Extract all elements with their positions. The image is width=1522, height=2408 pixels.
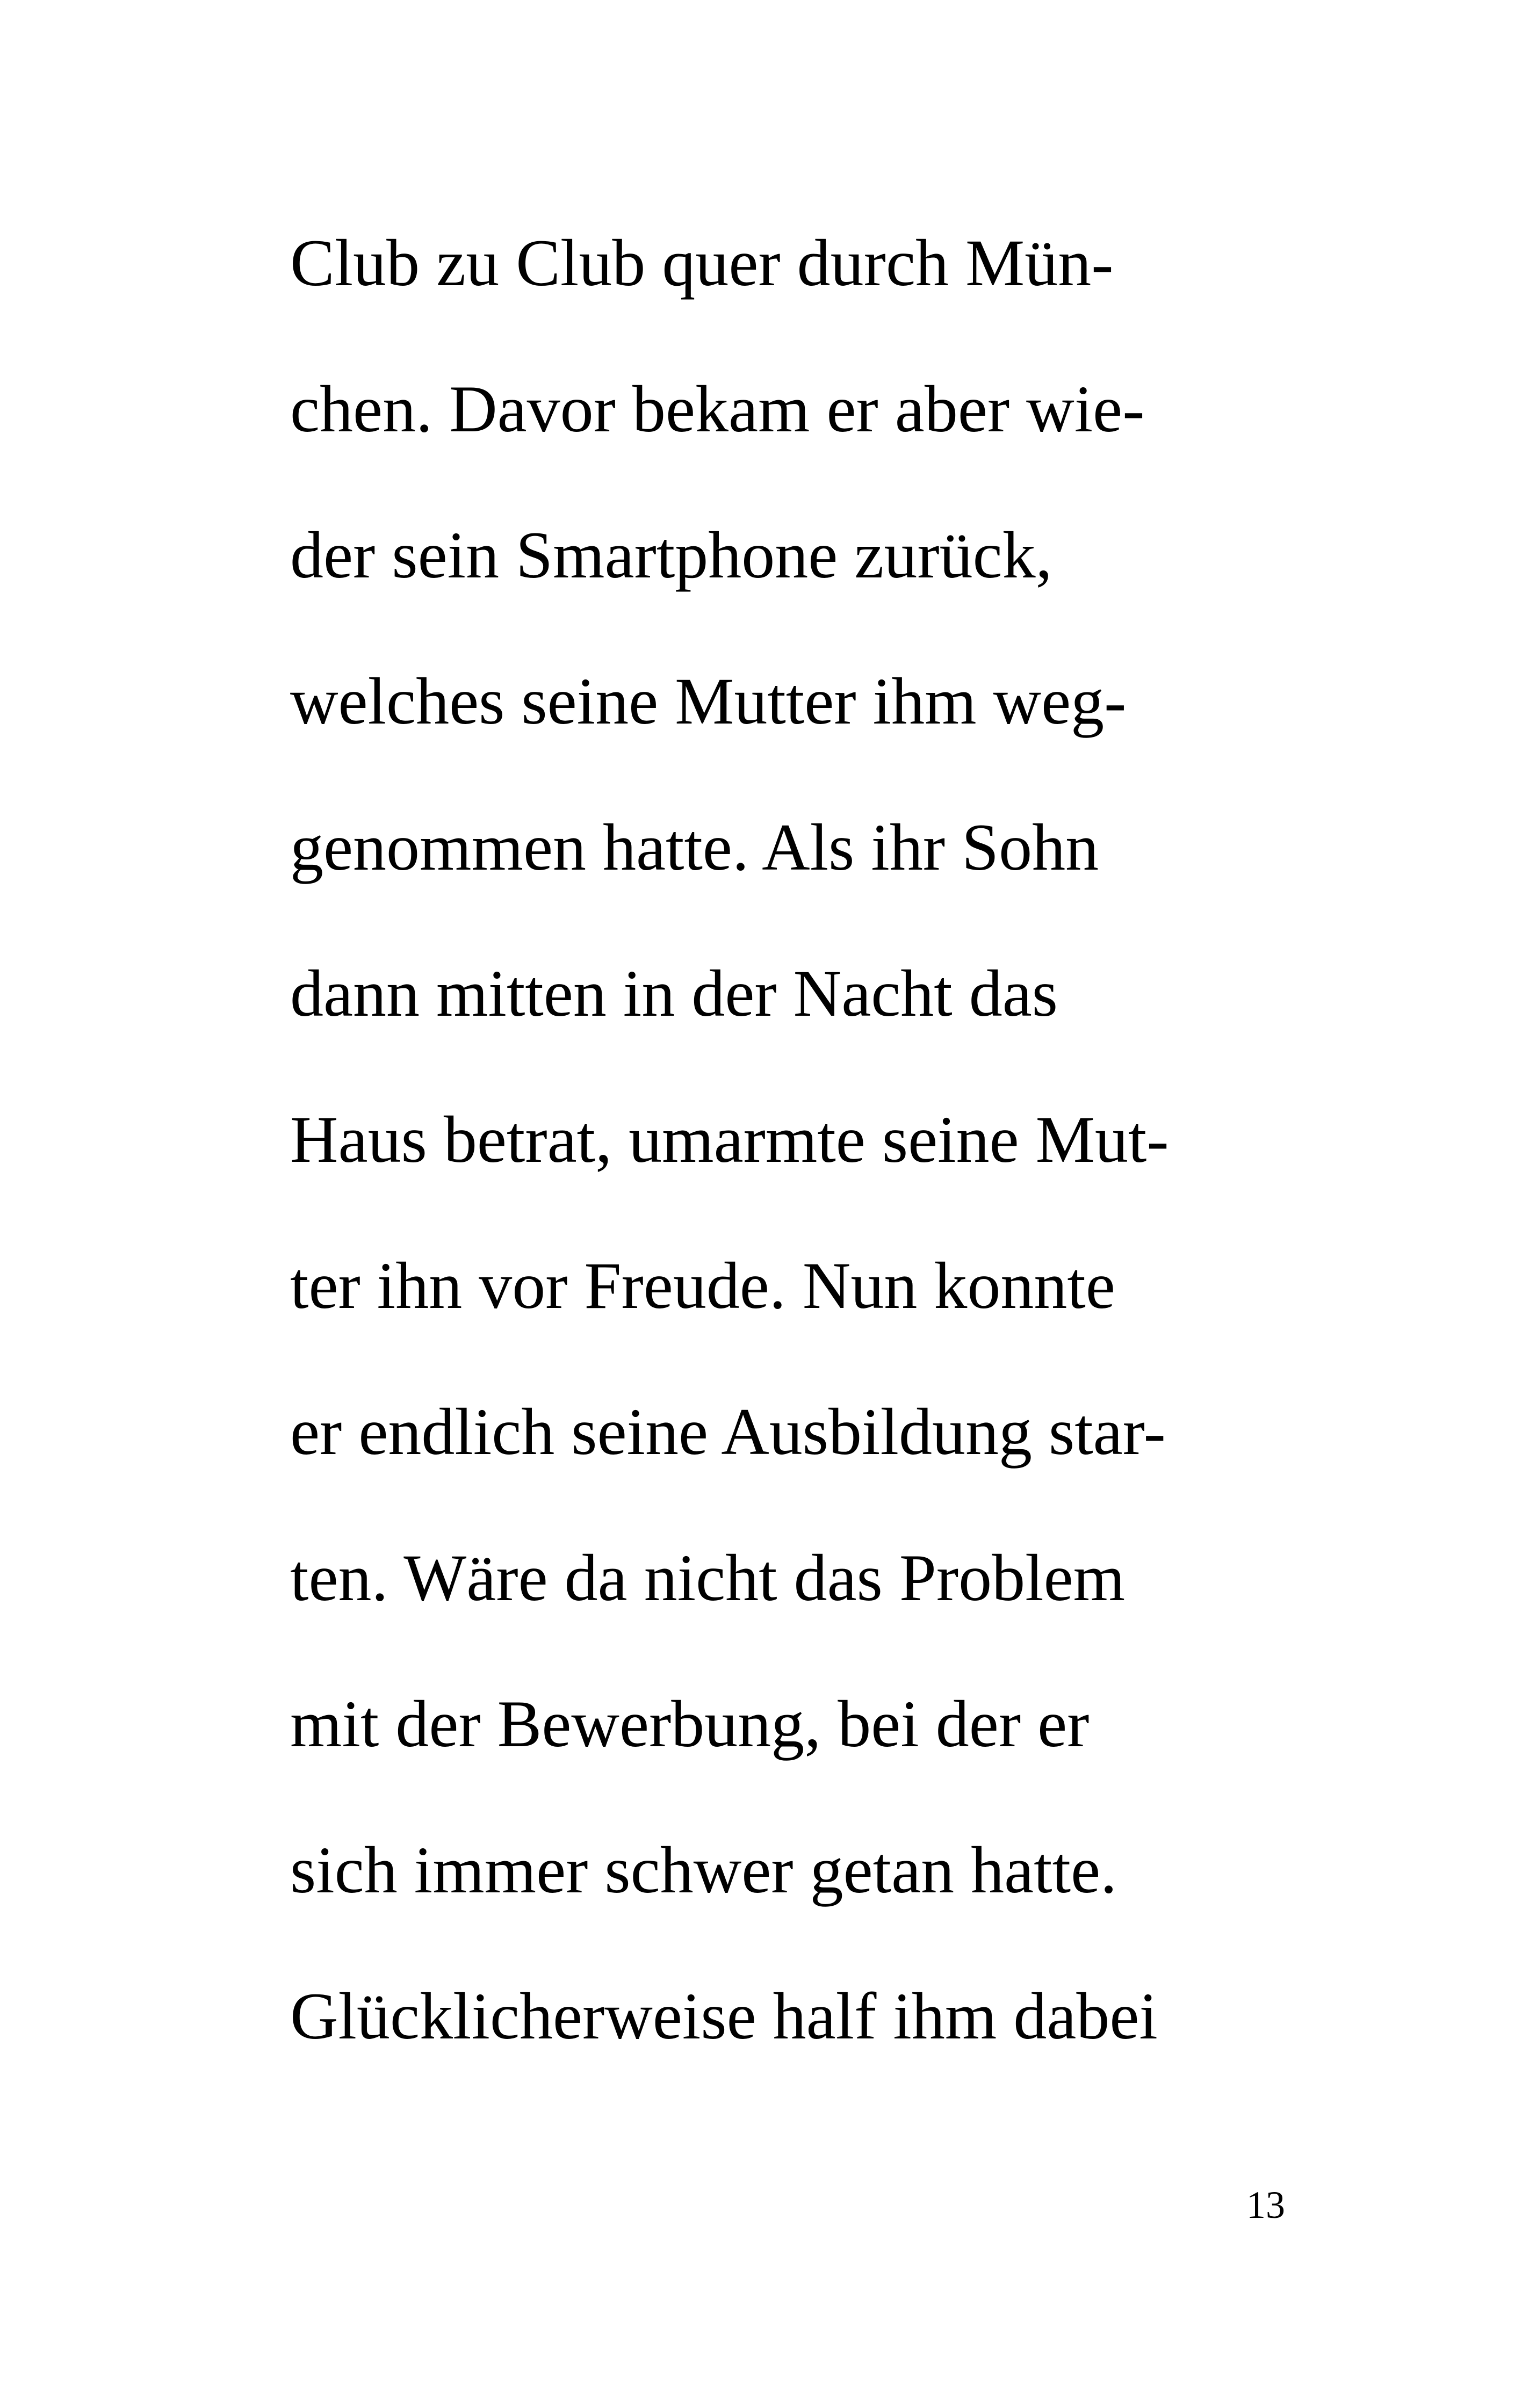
page-number: 13 (1246, 2183, 1285, 2226)
text-line: dann mitten in der Nacht das (290, 957, 1058, 1030)
text-line: welches seine Mutter ihm weg- (290, 664, 1127, 738)
text-line: ter ihn vor Freude. Nun konnte (290, 1249, 1115, 1322)
text-line: er endlich seine Ausbildung star- (290, 1395, 1166, 1469)
text-line: Haus betrat, umarmte seine Mut- (290, 1103, 1169, 1176)
text-line: ten. Wäre da nicht das Problem (290, 1541, 1126, 1615)
body-text (290, 201, 1311, 2101)
text-line: Glücklicherweise half ihm dabei (290, 1979, 1158, 2053)
text-line: Club zu Club quer durch Mün- (290, 226, 1114, 300)
text-line: chen. Davor bekam er aber wie- (290, 372, 1145, 446)
text-line: genommen hatte. Als ihr Sohn (290, 811, 1099, 884)
text-line: der sein Smartphone zurück, (290, 518, 1052, 592)
text-line: mit der Bewerbung, bei der er (290, 1687, 1090, 1761)
text-line: sich immer schwer getan hatte. (290, 1833, 1117, 1907)
